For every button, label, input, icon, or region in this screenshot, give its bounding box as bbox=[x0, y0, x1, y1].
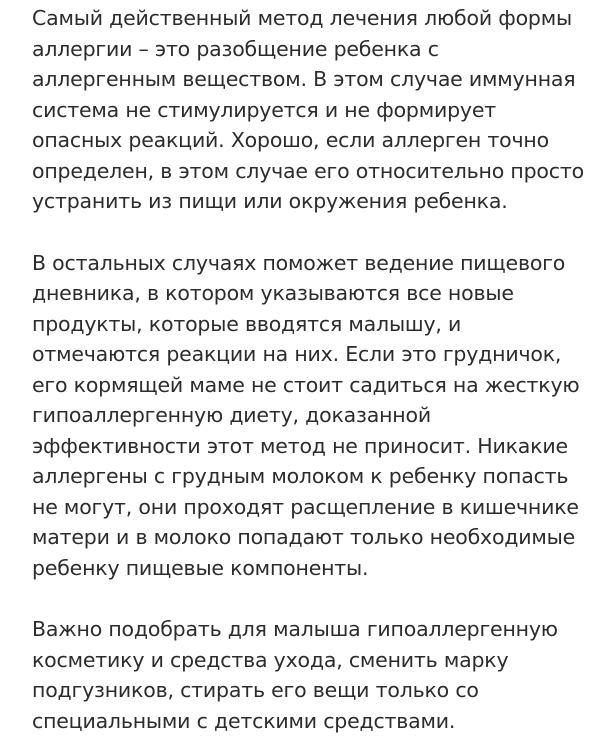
paragraph-1 bbox=[32, 0, 584, 217]
text-line: ребенку пищевые компоненты. bbox=[32, 555, 369, 580]
paragraph-2 bbox=[32, 248, 584, 584]
text-line: продукты, которые вводятся малышу, и bbox=[32, 311, 462, 336]
text-line: косметику и средства ухода, сменить марку bbox=[32, 647, 509, 672]
text-line: аллергены с грудным молоком к ребенку попасть bbox=[32, 464, 569, 488]
text-line: аллергенным веществом. В этом случае иммунная bbox=[32, 67, 576, 91]
text-line: его кормящей маме не стоит садиться на жесткую bbox=[32, 372, 580, 397]
text-line: В остальных случаях поможет ведение пищевого bbox=[32, 250, 566, 275]
text-line: аллергии – это разобщение ребенка с bbox=[32, 36, 439, 61]
text-line: подгузников, стирать его вещи только со bbox=[32, 678, 479, 702]
text-line: устранить из пищи или окружения ребенка. bbox=[32, 189, 508, 213]
text-line: Важно подобрать для малыша гипоаллергенную bbox=[32, 617, 558, 641]
text-line: Самый действенный метод лечения любой формы bbox=[32, 6, 572, 30]
text-line: матери и в молоко попадают только необходимые bbox=[32, 525, 576, 549]
paragraph-3 bbox=[32, 614, 584, 736]
paragraph-gap bbox=[32, 583, 584, 614]
text-line: гипоаллергенную диету, доказанной bbox=[32, 403, 431, 427]
text-line: специальными с детскими средствами. bbox=[32, 708, 456, 733]
text-line: не могут, они проходят расщепление в кишечнике bbox=[32, 494, 579, 519]
text-line: опасных реакций. Хорошо, если аллерген точно bbox=[32, 128, 549, 152]
text-line: отмечаются реакции на них. Если это грудничок, bbox=[32, 342, 562, 366]
text-line: определен, в этом случае его относительно просто bbox=[32, 158, 584, 183]
text-line: система не стимулируется и не формирует bbox=[32, 97, 497, 122]
text-line: эффективности этот метод не приносит. Никакие bbox=[32, 433, 568, 458]
text-line: дневника, в котором указываются все новые bbox=[32, 281, 514, 305]
article-body bbox=[32, 0, 584, 736]
paragraph-gap bbox=[32, 217, 584, 248]
